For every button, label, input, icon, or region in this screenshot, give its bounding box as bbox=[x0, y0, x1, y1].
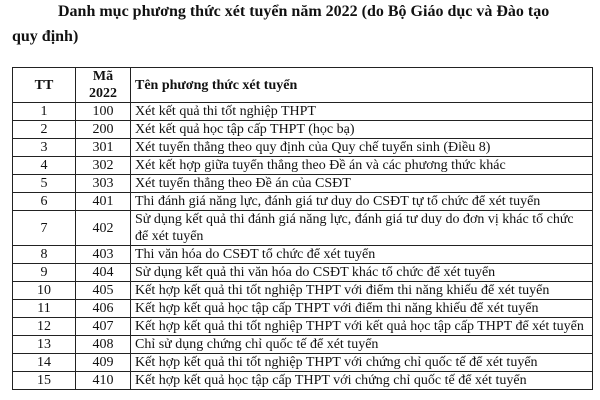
row-number: 3 bbox=[13, 139, 76, 157]
method-name: Kết hợp kết quả thi tốt nghiệp THPT với điểm thi năng khiếu để xét tuyển bbox=[131, 282, 593, 300]
method-code: 408 bbox=[76, 336, 131, 354]
method-code: 303 bbox=[76, 175, 131, 193]
method-name: Xét tuyển thẳng theo Đề án của CSĐT bbox=[131, 175, 593, 193]
table-row bbox=[13, 300, 593, 318]
row-number: 7 bbox=[13, 211, 76, 246]
row-number: 12 bbox=[13, 318, 76, 336]
table-row bbox=[13, 246, 593, 264]
header-tt: TT bbox=[13, 68, 76, 103]
method-name: Kết hợp kết quả thi tốt nghiệp THPT với chứng chỉ quốc tế để xét tuyển bbox=[131, 354, 593, 372]
row-number: 14 bbox=[13, 354, 76, 372]
method-name: Kết hợp kết quả học tập cấp THPT với chứng chỉ quốc tế để xét tuyển bbox=[131, 372, 593, 390]
method-name: Xét kết hợp giữa tuyển thẳng theo Đề án và các phương thức khác bbox=[131, 157, 593, 175]
admission-methods-table bbox=[12, 67, 593, 390]
method-name: Chỉ sử dụng chứng chỉ quốc tế để xét tuyển bbox=[131, 336, 593, 354]
header-method-name: Tên phương thức xét tuyển bbox=[131, 68, 593, 103]
heading-line-2: quy định) bbox=[12, 28, 79, 45]
row-number: 4 bbox=[13, 157, 76, 175]
row-number: 13 bbox=[13, 336, 76, 354]
table-row bbox=[13, 264, 593, 282]
header-code-line-1: Mã bbox=[92, 69, 114, 84]
method-code: 302 bbox=[76, 157, 131, 175]
method-code: 200 bbox=[76, 121, 131, 139]
heading-line-1: Danh mục phương thức xét tuyển năm 2022 (do Bộ Giáo dục và Đào tạo bbox=[58, 3, 550, 20]
row-number: 15 bbox=[13, 372, 76, 390]
method-name: Kết hợp kết quả học tập cấp THPT với điểm thi năng khiếu để xét tuyển bbox=[131, 300, 593, 318]
method-name: Sử dụng kết quả thi đánh giá năng lực, đánh giá tư duy do đơn vị khác tổ chức để xét tuyển bbox=[131, 211, 593, 246]
table-body bbox=[13, 103, 593, 390]
row-number: 8 bbox=[13, 246, 76, 264]
method-code: 301 bbox=[76, 139, 131, 157]
table-row bbox=[13, 282, 593, 300]
method-name: Sử dụng kết quả thi văn hóa do CSĐT khác tổ chức để xét tuyển bbox=[131, 264, 593, 282]
method-code: 402 bbox=[76, 211, 131, 246]
row-number: 11 bbox=[13, 300, 76, 318]
method-code: 407 bbox=[76, 318, 131, 336]
row-number: 9 bbox=[13, 264, 76, 282]
header-code-line-2: 2022 bbox=[89, 86, 117, 101]
method-code: 403 bbox=[76, 246, 131, 264]
table-row bbox=[13, 139, 593, 157]
row-number: 1 bbox=[13, 103, 76, 121]
method-name: Xét kết quả thi tốt nghiệp THPT bbox=[131, 103, 593, 121]
row-number: 2 bbox=[13, 121, 76, 139]
table-row bbox=[13, 372, 593, 390]
method-code: 409 bbox=[76, 354, 131, 372]
method-name: Kết hợp kết quả thi tốt nghiệp THPT với kết quả học tập cấp THPT để xét tuyển bbox=[131, 318, 593, 336]
table-header-row bbox=[13, 68, 593, 103]
table-row bbox=[13, 157, 593, 175]
table-row bbox=[13, 354, 593, 372]
table-row bbox=[13, 318, 593, 336]
method-code: 410 bbox=[76, 372, 131, 390]
table-row bbox=[13, 336, 593, 354]
page-heading bbox=[12, 0, 592, 49]
table-row bbox=[13, 103, 593, 121]
method-code: 406 bbox=[76, 300, 131, 318]
method-name: Xét tuyển thẳng theo quy định của Quy chế tuyển sinh (Điều 8) bbox=[131, 139, 593, 157]
method-name: Xét kết quả học tập cấp THPT (học bạ) bbox=[131, 121, 593, 139]
row-number: 5 bbox=[13, 175, 76, 193]
table-row bbox=[13, 211, 593, 246]
table-row bbox=[13, 121, 593, 139]
method-code: 404 bbox=[76, 264, 131, 282]
row-number: 6 bbox=[13, 193, 76, 211]
method-name: Thi đánh giá năng lực, đánh giá tư duy do CSĐT tự tổ chức để xét tuyển bbox=[131, 193, 593, 211]
header-code bbox=[76, 68, 131, 103]
method-code: 405 bbox=[76, 282, 131, 300]
method-name: Thi văn hóa do CSĐT tổ chức để xét tuyển bbox=[131, 246, 593, 264]
row-number: 10 bbox=[13, 282, 76, 300]
method-code: 401 bbox=[76, 193, 131, 211]
table-row bbox=[13, 175, 593, 193]
table-row bbox=[13, 193, 593, 211]
method-code: 100 bbox=[76, 103, 131, 121]
